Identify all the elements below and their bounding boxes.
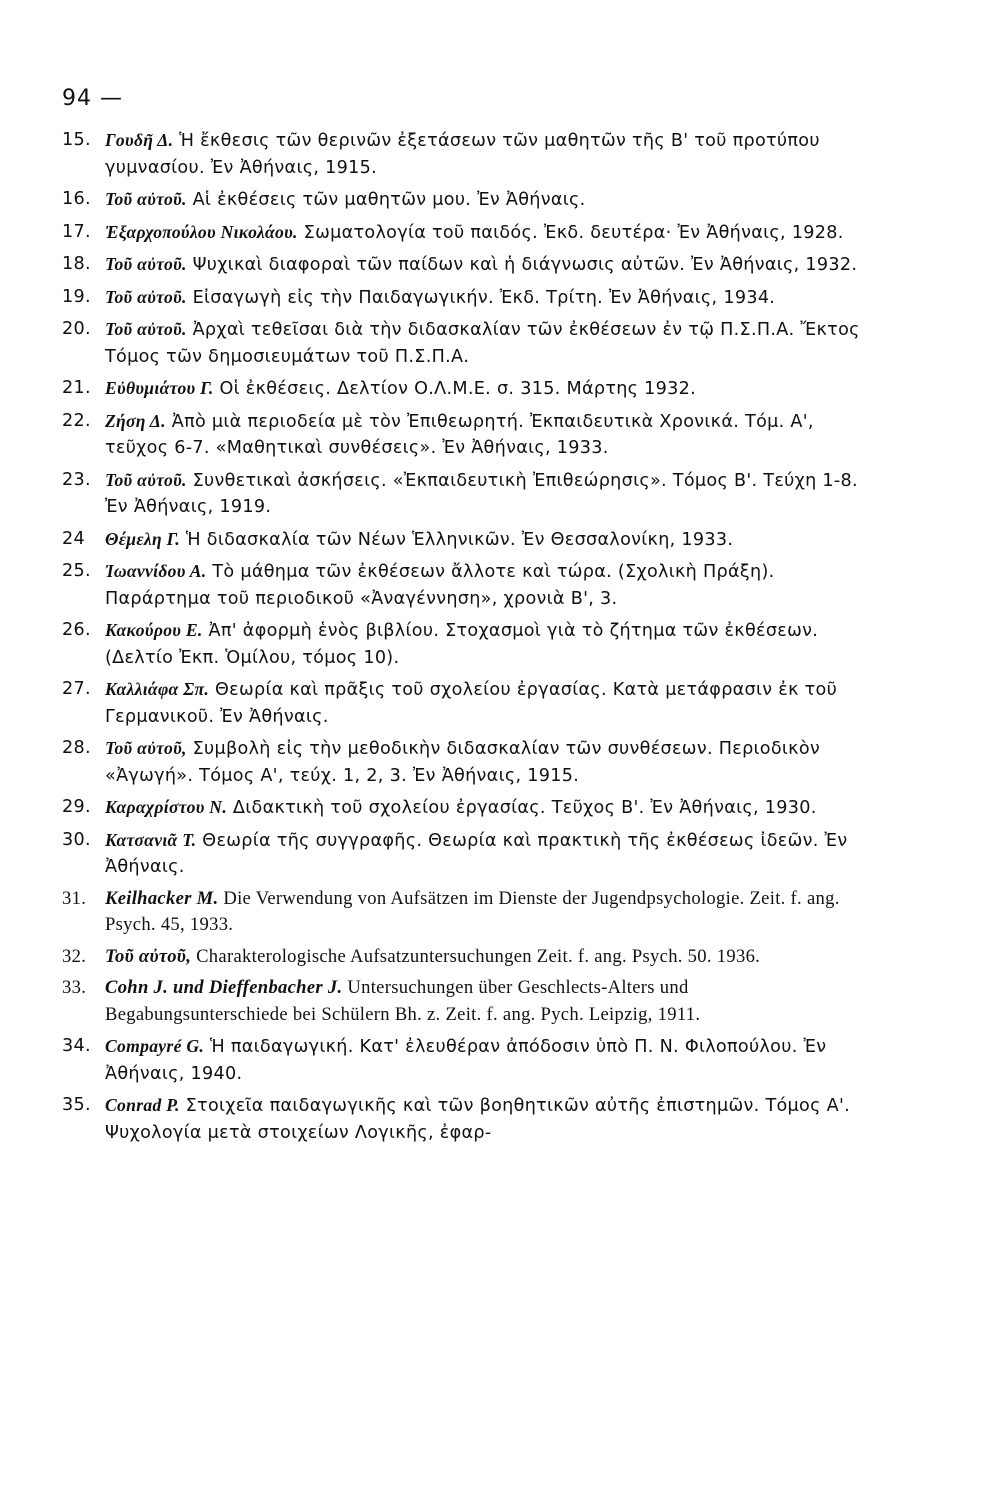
entry-number: 24 [62,528,85,549]
entry-number: 21. [62,378,91,398]
bibliography-entry [62,316,862,370]
entry-number: 33. [62,977,87,998]
entry-number: 29. [62,797,91,817]
bibliography-entry [62,127,862,181]
entry-author: Τοῦ αὐτοῦ. [105,319,187,339]
entry-text: Ἡ διδασκαλία τῶν Νέων Ἑλληνικῶν. Ἐν Θεσσαλονίκη, 1933. [185,529,734,550]
bibliography-entry [62,794,862,822]
entry-author: Conrad P. [105,1095,180,1115]
entry-author: Ἰωαννίδου Α. [105,561,207,581]
bibliography-entry [62,676,862,730]
entry-author: Τοῦ αὐτοῦ. [105,469,187,490]
entry-text: Ἀπὸ μιὰ περιοδεία μὲ τὸν Ἐπιθεωρητή. Ἐκπαιδευτικὰ Χρονικά. Τόμ. Α', τεῦχος 6-7. «Μαθητικαὶ συνθέσεις». Ἐν Ἀθήναις, 1933. [105,411,814,458]
entry-number: 17. [62,221,91,242]
bibliography-entry [62,408,862,462]
bibliography-entry [62,219,862,247]
entry-author: Cohn J. und Dieffenbacher J. [105,977,343,998]
entry-author: Ζήση Δ. [105,410,166,431]
entry-number: 27. [62,679,91,699]
entry-author: Καραχρίστου Ν. [105,797,228,817]
entry-number: 20. [62,319,91,339]
entry-text: Συμβολὴ εἰς τὴν μεθοδικὴν διδασκαλίαν τῶν συνθέσεων. Περιοδικὸν «Ἀγωγή». Τόμος Α', τεύχ. 1, 2, 3. Ἐν Ἀθήναις, 1915. [105,739,821,786]
entry-author: Θέμελη Γ. [105,528,180,549]
entry-text: Εἰσαγωγὴ εἰς τὴν Παιδαγωγικήν. Ἐκδ. Τρίτη. Ἐν Ἀθήναις, 1934. [192,287,776,308]
entry-number: 22. [62,410,91,431]
entry-text: Διδακτικὴ τοῦ σχολείου ἐργασίας. Τεῦχος Β'. Ἐν Ἀθήναις, 1930. [232,798,817,818]
entry-number: 15. [62,130,91,150]
bibliography-entry [62,1092,862,1146]
entry-text: Αἱ ἐκθέσεις τῶν μαθητῶν μου. Ἐν Ἀθήναις. [192,190,586,210]
entry-author: Τοῦ αὐτοῦ, [105,738,187,758]
entry-text: Die Verwendung von Aufsätzen im Dienste der Jugendpsychologie. Zeit. f. ang. Psych. 45, 1933. [105,887,840,935]
entry-text: Ἀρχαὶ τεθεῖσαι διὰ τὴν διδασκαλίαν τῶν ἐκθέσεων ἐν τῷ Π.Σ.Π.Α. Ἔκτος Τόμος τῶν δημοσιευμάτων τοῦ Π.Σ.Π.Α. [105,320,860,367]
bibliography-entry [62,558,862,612]
bibliography-entry [62,975,862,1028]
entry-number: 28. [62,738,91,758]
bibliography-entry [62,467,862,521]
entry-number: 31. [62,887,87,909]
entry-text: Ἡ ἔκθεσις τῶν θερινῶν ἐξετάσεων τῶν μαθητῶν τῆς Β' τοῦ προτύπου γυμνασίου. Ἐν Ἀθήναις, 1915. [105,131,820,178]
entry-author: Εὐθυμιάτου Γ. [105,378,214,398]
entry-number: 19. [62,286,91,307]
entry-number: 18. [62,254,91,274]
entry-number: 16. [62,189,91,209]
bibliography-entry [62,375,862,403]
entry-author: Κακούρου Ε. [105,620,203,640]
bibliography-entry [62,735,862,789]
entry-number: 26. [62,620,91,640]
bibliography-entry [62,284,862,312]
entry-text: Οἱ ἐκθέσεις. Δελτίον Ο.Λ.Μ.Ε. σ. 315. Μάρτης 1932. [219,379,697,399]
entry-text: Τὸ μάθημα τῶν ἐκθέσεων ἄλλοτε καὶ τώρα. (Σχολικὴ Πράξη). Παράρτημα τοῦ περιοδικοῦ «Ἀναγέννηση», χρονιὰ Β', 3. [105,562,775,609]
bibliography-entry [62,617,862,671]
entry-author: Τοῦ αὐτοῦ. [105,286,187,307]
bibliography-entry [62,827,862,881]
entry-author: Γουδῆ Δ. [105,130,174,150]
page-number-line [62,86,123,111]
entry-author: Καλλιάφα Σπ. [105,679,210,699]
entry-author: Τοῦ αὐτοῦ. [105,189,187,209]
entry-number: 35. [62,1095,91,1115]
entry-number: 34. [62,1036,91,1056]
bibliography-entry [62,886,862,939]
entry-text: Σωματολογία τοῦ παιδός. Ἐκδ. δευτέρα· Ἐν Ἀθήναις, 1928. [303,222,844,243]
bibliography-entry [62,186,862,214]
entry-number: 23. [62,469,91,490]
page-number-dash: — [100,86,123,111]
entry-number: 30. [62,829,91,850]
page-number: 94 [62,86,92,111]
entry-author: Ἐξαρχοπούλου Νικολάου. [105,221,298,242]
bibliography-entry [62,251,862,279]
entry-text: Συνθετικαὶ ἀσκήσεις. «Ἐκπαιδευτικὴ Ἐπιθεώρησις». Τόμος Β'. Τεύχη 1-8. Ἐν Ἀθήναις, 1919. [105,470,858,517]
bibliography-entry [62,1033,862,1087]
entry-author: Κατσανιᾶ Τ. [105,829,197,850]
bibliography-entry [62,526,862,554]
entry-text: Charakterologische Aufsatzuntersuchungen Zeit. f. ang. Psych. 50. 1936. [196,945,761,967]
entry-text: Ἡ παιδαγωγική. Κατ' ἐλευθέραν ἀπόδοσιν ὑπὸ Π. Ν. Φιλοπούλου. Ἐν Ἀθήναις, 1940. [105,1037,827,1084]
entry-author: Keilhacker M. [105,887,219,909]
entry-number: 25. [62,561,91,581]
entry-author: Τοῦ αὐτοῦ, [105,945,192,967]
bibliography-list [62,127,862,1151]
entry-text: Untersuchungen über Geschlects-Alters und Begabungsunterschiede bei Schülern Bh. z. Zeit. f. ang. Pych. Leipzig, 1911. [105,977,701,1025]
entry-text: Στοιχεῖα παιδαγωγικῆς καὶ τῶν βοηθητικῶν αὐτῆς ἐπιστημῶν. Τόμος Α'. Ψυχολογία μετὰ στοιχείων Λογικῆς, ἐφαρ- [105,1096,850,1143]
entry-text: Ψυχικαὶ διαφοραὶ τῶν παίδων καὶ ἡ διάγνωσις αὐτῶν. Ἐν Ἀθήναις, 1932. [192,255,858,275]
entry-text: Θεωρία τῆς συγγραφῆς. Θεωρία καὶ πρακτικὴ τῆς ἐκθέσεως ἰδεῶν. Ἐν Ἀθήναις. [105,830,848,877]
entry-number: 32. [62,945,87,967]
bibliography-entry [62,944,862,971]
entry-author: Compayré G. [105,1036,205,1056]
entry-text: Ἀπ' ἀφορμὴ ἑνὸς βιβλίου. Στοχασμοὶ γιὰ τὸ ζήτημα τῶν ἐκθέσεων. (Δελτίο Ἐκπ. Ὁμίλου, τόμος 10). [105,621,819,668]
entry-text: Θεωρία καὶ πρᾶξις τοῦ σχολείου ἐργασίας. Κατὰ μετάφρασιν ἐκ τοῦ Γερμανικοῦ. Ἐν Ἀθήναις. [105,680,838,727]
entry-author: Τοῦ αὐτοῦ. [105,254,187,274]
